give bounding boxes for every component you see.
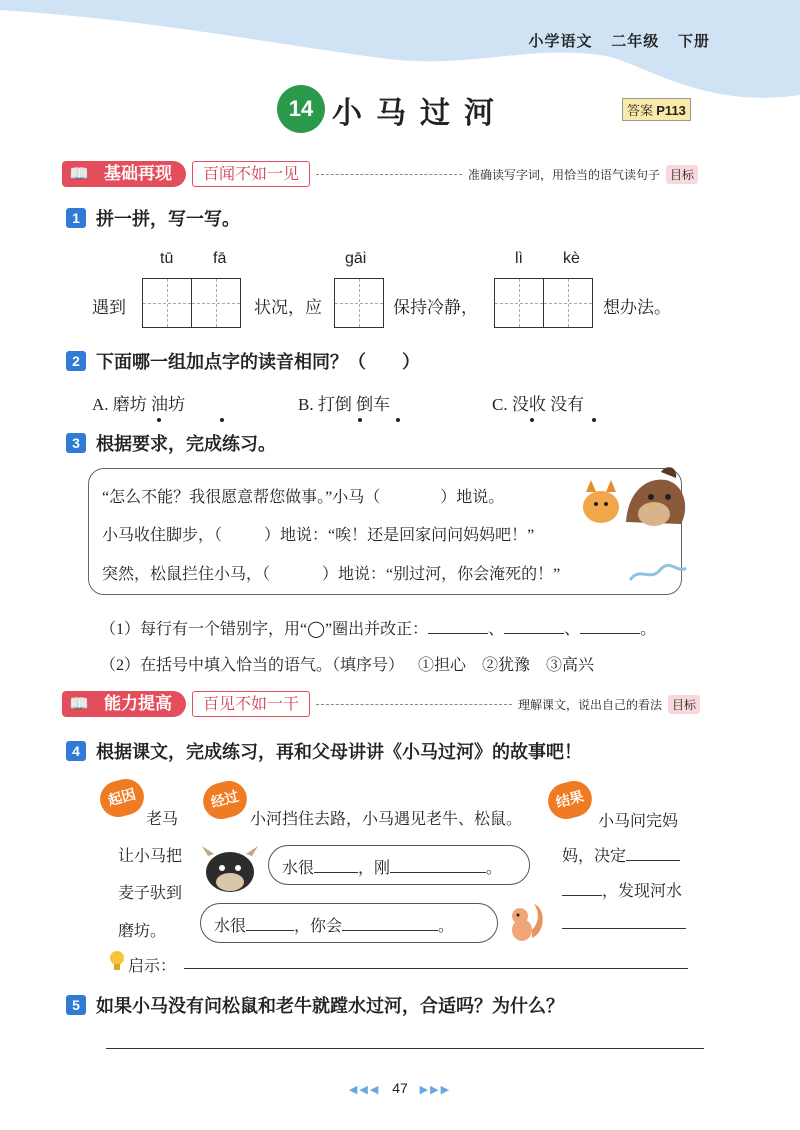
writing-cell[interactable] (494, 278, 544, 328)
question-prompt: 拼一拼，写一写。 (96, 209, 240, 230)
dashed-divider (316, 174, 462, 175)
writing-grid (142, 278, 241, 328)
section-basic-banner (62, 160, 698, 188)
subquestion-2 (100, 652, 594, 675)
sentence-text: 保持冷静， (393, 298, 478, 317)
cause-text: 老马 (146, 811, 179, 828)
answer-reference (622, 98, 691, 121)
result-phrase: ，发现河水 (602, 883, 683, 900)
option-word: 磨坊 (112, 395, 147, 414)
pinyin: gāi (345, 250, 367, 267)
answer-label: 答案 (627, 103, 654, 118)
cause-text: 麦子驮到 (118, 885, 183, 902)
answer-blank[interactable] (342, 930, 438, 931)
passage-text: ）地说：“唉！还是回家问问妈妈吧！” (264, 527, 535, 544)
passage-line-3 (102, 561, 560, 584)
option-a[interactable] (92, 390, 185, 415)
sentence-text: 状况，应 (254, 298, 322, 317)
passage-text: ）地说：“别过河，你会淹死的！” (322, 566, 561, 583)
question-number: 1 (66, 208, 86, 228)
dashed-divider (316, 704, 512, 705)
bubble-text: 。 (438, 918, 455, 935)
left-arrows: ◀◀◀ (348, 1084, 381, 1096)
question-number: 5 (66, 995, 86, 1015)
question-number: 3 (66, 433, 86, 453)
header-subject: 小学语文 (528, 34, 593, 50)
answer-blank[interactable] (504, 633, 564, 634)
answer-blank[interactable] (390, 872, 486, 873)
old-cow-illustration (200, 842, 260, 896)
sentence-text: 想办法。 (603, 298, 671, 317)
writing-cell[interactable] (191, 278, 241, 328)
pinyin: lì (515, 250, 523, 267)
question-prompt: 根据课文，完成练习，再和父母讲讲《小马过河》的故事吧！ (96, 742, 582, 763)
question-number: 2 (66, 351, 86, 371)
goal-tag: 目标 (666, 165, 698, 184)
section-goal: 理解课文，说出自己的看法 (517, 697, 662, 712)
pinyin: tū (160, 250, 174, 267)
section-ability-banner (62, 690, 700, 718)
section-title: 基础再现 (96, 161, 186, 187)
insight-label: 启示： (128, 958, 177, 975)
lightbulb-icon (108, 950, 126, 972)
emphasis-dot (530, 418, 534, 422)
cause-text: 磨坊。 (118, 923, 167, 940)
question-number: 4 (66, 741, 86, 761)
bubble-text: 水很 (214, 918, 247, 935)
question-4-heading (66, 738, 582, 764)
option-letter: B. (298, 395, 314, 414)
water-splash-illustration (628, 560, 688, 586)
emphasis-dot (592, 418, 596, 422)
book-icon: 📖 (62, 161, 96, 187)
section-subtitle: 百见不如一干 (192, 691, 310, 717)
pinyin: fā (213, 250, 227, 267)
lesson-number-badge: 14 (277, 85, 325, 133)
page-number: 47 (392, 1080, 408, 1096)
subquestion-text: （1）每行有一个错别字，用“◯”圈出并改正： (100, 621, 429, 638)
passage-text: 突然，松鼠拦住小马，（ (102, 566, 271, 583)
question-2-heading (66, 348, 420, 374)
option-letter: C. (492, 395, 508, 414)
writing-grid (494, 278, 593, 328)
q5-answer-line[interactable] (106, 1048, 704, 1049)
option-word: 油坊 (151, 395, 186, 414)
goal-tag: 目标 (668, 695, 700, 714)
process-text: 小河挡住去路，小马遇见老牛、松鼠。 (250, 811, 523, 828)
question-3-heading (66, 430, 276, 456)
question-1-heading (66, 205, 240, 231)
subquestion-text: （2）在括号中填入恰当的语气。（填序号） (100, 657, 405, 674)
right-arrows: ▶▶▶ (419, 1084, 452, 1096)
section-goal: 准确读写字词，用恰当的语气读句子 (467, 167, 660, 182)
top-wave-banner (0, 0, 800, 160)
question-prompt: 下面哪一组加点字的读音相同？（ ） (96, 352, 420, 373)
squirrel-illustration (502, 898, 548, 944)
separator: 、 (564, 621, 581, 638)
result-text: 小马问完妈 (598, 813, 679, 830)
question-prompt: 根据要求，完成练习。 (96, 434, 276, 455)
option-word: 没有 (550, 395, 585, 414)
answer-blank[interactable] (626, 860, 680, 861)
emphasis-dot (220, 418, 224, 422)
writing-cell[interactable] (142, 278, 192, 328)
subquestion-1 (100, 616, 656, 639)
answer-blank[interactable] (246, 930, 294, 931)
cow-speech-text (282, 855, 502, 878)
option-word: 没收 (511, 395, 546, 414)
result-text (562, 843, 680, 866)
answer-page: P113 (656, 103, 686, 118)
passage-line-2 (102, 522, 534, 545)
result-phrase: 妈，决定 (562, 848, 627, 865)
passage-text: 小马收住脚步，（ (102, 527, 223, 544)
header-grade: 二年级 (611, 34, 660, 50)
squirrel-speech-text (214, 913, 454, 936)
answer-blank[interactable] (580, 633, 640, 634)
answer-blank[interactable] (314, 872, 358, 873)
result-text (562, 878, 682, 901)
passage-line-1 (102, 484, 504, 507)
option-c[interactable] (492, 390, 584, 415)
writing-cell[interactable] (543, 278, 593, 328)
bubble-text: 。 (486, 860, 503, 877)
option-word: 倒车 (356, 395, 391, 414)
emphasis-dot (396, 418, 400, 422)
answer-blank[interactable] (428, 633, 488, 634)
option-word: 打倒 (317, 395, 352, 414)
option-b[interactable] (298, 390, 390, 415)
question-5-heading (66, 992, 564, 1018)
option-letter: A. (92, 395, 109, 414)
passage-text: ）地说。 (440, 489, 505, 506)
cause-text: 让小马把 (118, 848, 183, 865)
tone-option: ①担心 (418, 657, 467, 674)
header-volume: 下册 (677, 34, 710, 50)
tone-option: ③高兴 (546, 657, 595, 674)
book-icon: 📖 (62, 691, 96, 717)
lesson-title: 小马过河 (332, 96, 508, 131)
bubble-text: ，你会 (294, 918, 343, 935)
insight-answer-line[interactable] (184, 968, 688, 969)
section-title: 能力提高 (96, 691, 186, 717)
section-subtitle: 百闻不如一见 (192, 161, 310, 187)
answer-blank[interactable] (562, 895, 602, 896)
label-cause: 起因 (96, 775, 148, 821)
passage-text: “怎么不能？我很愿意帮您做事。”小马（ (102, 489, 381, 506)
book-header (514, 30, 710, 51)
bubble-text: 水很 (282, 860, 315, 877)
label-process: 经过 (199, 777, 251, 823)
pinyin: kè (563, 250, 580, 267)
writing-grid (334, 278, 384, 328)
bubble-text: ，刚 (358, 860, 391, 877)
horse-and-squirrel-illustration (566, 462, 696, 532)
writing-cell[interactable] (334, 278, 384, 328)
emphasis-dot (157, 418, 161, 422)
answer-line[interactable] (562, 928, 686, 929)
sentence-text: 遇到 (92, 298, 126, 317)
emphasis-dot (358, 418, 362, 422)
label-result: 结果 (544, 777, 596, 823)
tone-option: ②犹豫 (482, 657, 531, 674)
period: 。 (640, 621, 657, 638)
page-footer (0, 1080, 800, 1096)
question-prompt: 如果小马没有问松鼠和老牛就蹚水过河，合适吗？为什么？ (96, 996, 564, 1017)
separator: 、 (488, 621, 505, 638)
